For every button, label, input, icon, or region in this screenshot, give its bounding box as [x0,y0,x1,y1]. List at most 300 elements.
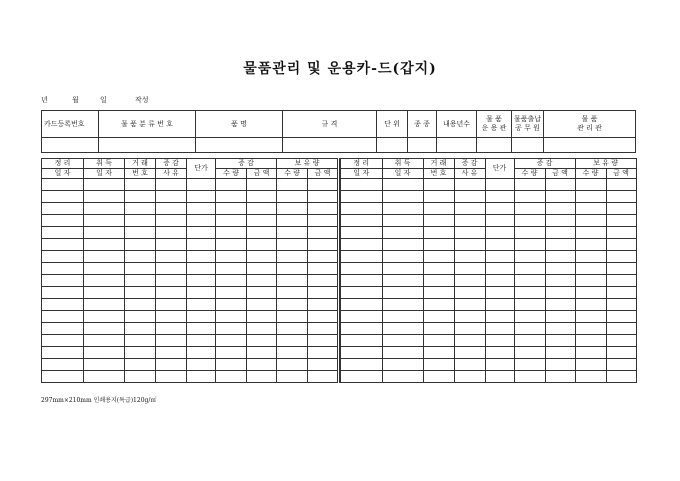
ledger-cell[interactable] [156,287,187,299]
ledger-cell[interactable] [545,179,575,191]
ledger-cell[interactable] [606,191,636,203]
ledger-cell[interactable] [216,299,247,311]
ledger-cell[interactable] [187,275,216,287]
ledger-cell[interactable] [382,371,423,383]
ledger-cell[interactable] [125,371,156,383]
ledger-cell[interactable] [277,215,308,227]
ledger-cell[interactable] [277,239,308,251]
ledger-cell[interactable] [340,287,382,299]
ledger-cell[interactable] [485,287,514,299]
ledger-cell[interactable] [545,347,575,359]
ledger-cell[interactable] [125,263,156,275]
ledger-cell[interactable] [247,323,277,335]
ledger-cell[interactable] [454,227,485,239]
ledger-cell[interactable] [84,275,125,287]
ledger-cell[interactable] [514,335,545,347]
ledger-cell[interactable] [308,275,338,287]
ledger-cell[interactable] [125,239,156,251]
ledger-cell[interactable] [340,311,382,323]
ledger-cell[interactable] [42,179,84,191]
ledger-cell[interactable] [514,323,545,335]
ledger-cell[interactable] [454,203,485,215]
ledger-cell[interactable] [606,371,636,383]
ledger-cell[interactable] [156,215,187,227]
ledger-cell[interactable] [308,215,338,227]
ledger-cell[interactable] [308,203,338,215]
ledger-cell[interactable] [84,227,125,239]
ledger-cell[interactable] [575,179,606,191]
ledger-cell[interactable] [606,311,636,323]
ledger-cell[interactable] [606,299,636,311]
ledger-cell[interactable] [485,227,514,239]
ledger-cell[interactable] [84,191,125,203]
ledger-cell[interactable] [485,203,514,215]
ledger-cell[interactable] [545,263,575,275]
ledger-cell[interactable] [575,227,606,239]
ledger-cell[interactable] [545,251,575,263]
ledger-cell[interactable] [156,359,187,371]
ledger-cell[interactable] [187,263,216,275]
ledger-cell[interactable] [247,263,277,275]
ledger-cell[interactable] [514,203,545,215]
ledger-cell[interactable] [606,323,636,335]
ledger-cell[interactable] [216,179,247,191]
ledger-cell[interactable] [606,263,636,275]
ledger-cell[interactable] [545,275,575,287]
ledger-cell[interactable] [247,227,277,239]
ledger-cell[interactable] [454,347,485,359]
ledger-cell[interactable] [156,347,187,359]
ledger-cell[interactable] [454,299,485,311]
ledger-cell[interactable] [84,299,125,311]
ledger-cell[interactable] [156,191,187,203]
ledger-cell[interactable] [42,191,84,203]
ledger-cell[interactable] [216,335,247,347]
ledger-cell[interactable] [247,203,277,215]
ledger-cell[interactable] [216,371,247,383]
ledger-cell[interactable] [125,347,156,359]
ledger-cell[interactable] [423,335,454,347]
ledger-cell[interactable] [216,323,247,335]
ledger-cell[interactable] [485,215,514,227]
ledger-cell[interactable] [84,287,125,299]
ledger-cell[interactable] [277,227,308,239]
ledger-cell[interactable] [340,275,382,287]
ledger-cell[interactable] [125,323,156,335]
ledger-cell[interactable] [247,299,277,311]
ledger-cell[interactable] [423,191,454,203]
ledger-cell[interactable] [125,335,156,347]
ledger-cell[interactable] [423,287,454,299]
ledger-cell[interactable] [42,371,84,383]
ledger-cell[interactable] [308,371,338,383]
ledger-cell[interactable] [216,275,247,287]
ledger-cell[interactable] [308,227,338,239]
ledger-cell[interactable] [187,371,216,383]
ledger-cell[interactable] [247,215,277,227]
ledger-cell[interactable] [382,275,423,287]
ledger-cell[interactable] [42,299,84,311]
ledger-cell[interactable] [42,251,84,263]
ledger-cell[interactable] [423,179,454,191]
ledger-cell[interactable] [606,347,636,359]
ledger-cell[interactable] [156,311,187,323]
ledger-cell[interactable] [382,335,423,347]
ledger-cell[interactable] [187,227,216,239]
ledger-cell[interactable] [156,299,187,311]
ledger-cell[interactable] [423,359,454,371]
ledger-cell[interactable] [423,203,454,215]
ledger-cell[interactable] [277,263,308,275]
ledger-cell[interactable] [545,311,575,323]
ledger-cell[interactable] [187,311,216,323]
ledger-cell[interactable] [545,359,575,371]
ledger-cell[interactable] [606,275,636,287]
ledger-cell[interactable] [84,371,125,383]
ledger-cell[interactable] [125,359,156,371]
ledger-cell[interactable] [125,251,156,263]
ledger-cell[interactable] [606,215,636,227]
ledger-cell[interactable] [454,311,485,323]
ledger-cell[interactable] [247,371,277,383]
ledger-cell[interactable] [575,347,606,359]
ledger-cell[interactable] [156,263,187,275]
ledger-cell[interactable] [216,251,247,263]
ledger-cell[interactable] [606,203,636,215]
ledger-cell[interactable] [340,203,382,215]
ledger-cell[interactable] [545,239,575,251]
ledger-cell[interactable] [575,287,606,299]
ledger-cell[interactable] [156,323,187,335]
ledger-cell[interactable] [247,179,277,191]
ledger-cell[interactable] [545,203,575,215]
card-reg-no-cell[interactable] [42,138,99,153]
ledger-cell[interactable] [42,263,84,275]
ledger-cell[interactable] [156,179,187,191]
ledger-cell[interactable] [485,359,514,371]
ledger-cell[interactable] [308,287,338,299]
ledger-cell[interactable] [216,263,247,275]
ledger-cell[interactable] [187,239,216,251]
ledger-cell[interactable] [156,239,187,251]
ledger-cell[interactable] [382,299,423,311]
ledger-cell[interactable] [545,371,575,383]
ledger-cell[interactable] [575,203,606,215]
item-name-cell[interactable] [196,138,283,153]
ledger-cell[interactable] [423,227,454,239]
ledger-cell[interactable] [42,275,84,287]
ledger-cell[interactable] [216,191,247,203]
ledger-cell[interactable] [187,299,216,311]
ledger-cell[interactable] [423,371,454,383]
ledger-cell[interactable] [575,323,606,335]
ledger-cell[interactable] [485,347,514,359]
ledger-cell[interactable] [156,227,187,239]
issuer-cell[interactable] [512,138,544,153]
ledger-cell[interactable] [575,251,606,263]
ledger-cell[interactable] [308,323,338,335]
ledger-cell[interactable] [485,335,514,347]
ledger-cell[interactable] [216,347,247,359]
ledger-cell[interactable] [277,371,308,383]
ledger-cell[interactable] [454,239,485,251]
spec-cell[interactable] [283,138,377,153]
ledger-cell[interactable] [514,179,545,191]
ledger-cell[interactable] [187,251,216,263]
ledger-cell[interactable] [42,227,84,239]
ledger-cell[interactable] [423,215,454,227]
ledger-cell[interactable] [454,179,485,191]
prop-manager-cell[interactable] [544,138,636,153]
ledger-cell[interactable] [187,323,216,335]
ledger-cell[interactable] [187,191,216,203]
ledger-cell[interactable] [156,203,187,215]
ledger-cell[interactable] [308,239,338,251]
ledger-cell[interactable] [308,179,338,191]
ledger-cell[interactable] [423,275,454,287]
ledger-cell[interactable] [423,239,454,251]
ledger-cell[interactable] [187,215,216,227]
ledger-cell[interactable] [42,335,84,347]
ledger-cell[interactable] [575,263,606,275]
ledger-cell[interactable] [575,371,606,383]
ledger-cell[interactable] [485,311,514,323]
ledger-cell[interactable] [485,251,514,263]
ledger-cell[interactable] [545,287,575,299]
ledger-cell[interactable] [187,179,216,191]
ledger-cell[interactable] [423,263,454,275]
ledger-cell[interactable] [42,239,84,251]
ledger-cell[interactable] [514,251,545,263]
ledger-cell[interactable] [42,311,84,323]
ledger-cell[interactable] [247,239,277,251]
ledger-cell[interactable] [423,311,454,323]
ledger-cell[interactable] [247,335,277,347]
ledger-cell[interactable] [247,287,277,299]
ledger-cell[interactable] [606,227,636,239]
ledger-cell[interactable] [340,347,382,359]
ledger-cell[interactable] [247,251,277,263]
ledger-cell[interactable] [514,287,545,299]
ledger-cell[interactable] [514,263,545,275]
ledger-cell[interactable] [277,323,308,335]
ledger-cell[interactable] [156,251,187,263]
ledger-cell[interactable] [340,263,382,275]
ledger-cell[interactable] [216,227,247,239]
ledger-cell[interactable] [308,299,338,311]
ledger-cell[interactable] [382,359,423,371]
ledger-cell[interactable] [187,335,216,347]
ledger-cell[interactable] [84,263,125,275]
ledger-cell[interactable] [485,179,514,191]
ledger-cell[interactable] [340,335,382,347]
op-manager-cell[interactable] [477,138,512,153]
ledger-cell[interactable] [485,275,514,287]
ledger-cell[interactable] [247,347,277,359]
ledger-cell[interactable] [277,359,308,371]
ledger-cell[interactable] [216,203,247,215]
ledger-cell[interactable] [125,311,156,323]
ledger-cell[interactable] [575,215,606,227]
ledger-cell[interactable] [514,347,545,359]
unit-cell[interactable] [377,138,408,153]
ledger-cell[interactable] [187,347,216,359]
ledger-cell[interactable] [340,359,382,371]
ledger-cell[interactable] [308,191,338,203]
ledger-cell[interactable] [575,359,606,371]
ledger-cell[interactable] [485,323,514,335]
ledger-cell[interactable] [277,275,308,287]
ledger-cell[interactable] [575,335,606,347]
ledger-cell[interactable] [125,179,156,191]
ledger-cell[interactable] [84,311,125,323]
ledger-cell[interactable] [514,275,545,287]
ledger-cell[interactable] [485,299,514,311]
ledger-cell[interactable] [84,203,125,215]
ledger-cell[interactable] [340,215,382,227]
ledger-cell[interactable] [308,335,338,347]
ledger-cell[interactable] [42,347,84,359]
ledger-cell[interactable] [156,275,187,287]
ledger-cell[interactable] [575,191,606,203]
ledger-cell[interactable] [277,299,308,311]
ledger-cell[interactable] [340,371,382,383]
ledger-cell[interactable] [277,203,308,215]
ledger-cell[interactable] [247,359,277,371]
ledger-cell[interactable] [277,287,308,299]
ledger-cell[interactable] [382,227,423,239]
class-no-cell[interactable] [99,138,196,153]
ledger-cell[interactable] [382,215,423,227]
ledger-cell[interactable] [187,359,216,371]
ledger-cell[interactable] [454,371,485,383]
ledger-cell[interactable] [575,239,606,251]
ledger-cell[interactable] [514,239,545,251]
ledger-cell[interactable] [308,347,338,359]
ledger-cell[interactable] [545,215,575,227]
ledger-cell[interactable] [606,239,636,251]
ledger-cell[interactable] [606,287,636,299]
ledger-cell[interactable] [575,275,606,287]
ledger-cell[interactable] [514,215,545,227]
ledger-cell[interactable] [187,203,216,215]
ledger-cell[interactable] [606,335,636,347]
ledger-cell[interactable] [382,203,423,215]
ledger-cell[interactable] [454,275,485,287]
ledger-cell[interactable] [340,323,382,335]
ledger-cell[interactable] [606,179,636,191]
ledger-cell[interactable] [423,347,454,359]
ledger-cell[interactable] [454,359,485,371]
ledger-cell[interactable] [514,227,545,239]
ledger-cell[interactable] [84,335,125,347]
ledger-cell[interactable] [216,215,247,227]
ledger-cell[interactable] [277,179,308,191]
ledger-cell[interactable] [42,203,84,215]
ledger-cell[interactable] [545,227,575,239]
ledger-cell[interactable] [485,191,514,203]
ledger-cell[interactable] [382,323,423,335]
ledger-cell[interactable] [277,191,308,203]
ledger-cell[interactable] [340,251,382,263]
ledger-cell[interactable] [485,239,514,251]
ledger-cell[interactable] [514,191,545,203]
ledger-cell[interactable] [156,371,187,383]
ledger-cell[interactable] [545,335,575,347]
ledger-cell[interactable] [125,191,156,203]
ledger-cell[interactable] [247,275,277,287]
ledger-cell[interactable] [606,359,636,371]
ledger-cell[interactable] [545,323,575,335]
ledger-cell[interactable] [84,323,125,335]
ledger-cell[interactable] [308,263,338,275]
ledger-cell[interactable] [308,311,338,323]
ledger-cell[interactable] [216,239,247,251]
ledger-cell[interactable] [125,203,156,215]
ledger-cell[interactable] [575,299,606,311]
ledger-cell[interactable] [382,239,423,251]
ledger-cell[interactable] [247,311,277,323]
ledger-cell[interactable] [308,251,338,263]
ledger-cell[interactable] [84,347,125,359]
ledger-cell[interactable] [545,299,575,311]
ledger-cell[interactable] [125,299,156,311]
ledger-cell[interactable] [84,251,125,263]
ledger-cell[interactable] [423,299,454,311]
ledger-cell[interactable] [340,227,382,239]
ledger-cell[interactable] [514,299,545,311]
ledger-cell[interactable] [382,347,423,359]
ledger-cell[interactable] [454,215,485,227]
ledger-cell[interactable] [454,263,485,275]
ledger-cell[interactable] [42,287,84,299]
ledger-cell[interactable] [125,227,156,239]
ledger-cell[interactable] [575,311,606,323]
ledger-cell[interactable] [42,323,84,335]
ledger-cell[interactable] [277,251,308,263]
ledger-cell[interactable] [382,251,423,263]
ledger-cell[interactable] [156,335,187,347]
kind-cell[interactable] [408,138,437,153]
ledger-cell[interactable] [247,191,277,203]
ledger-cell[interactable] [454,287,485,299]
ledger-cell[interactable] [216,359,247,371]
ledger-cell[interactable] [485,263,514,275]
ledger-cell[interactable] [382,287,423,299]
ledger-cell[interactable] [454,191,485,203]
ledger-cell[interactable] [340,191,382,203]
useful-life-cell[interactable] [437,138,477,153]
ledger-cell[interactable] [125,275,156,287]
ledger-cell[interactable] [454,323,485,335]
ledger-cell[interactable] [340,299,382,311]
ledger-cell[interactable] [382,179,423,191]
ledger-cell[interactable] [125,215,156,227]
ledger-cell[interactable] [340,179,382,191]
ledger-cell[interactable] [423,323,454,335]
ledger-cell[interactable] [277,335,308,347]
ledger-cell[interactable] [84,215,125,227]
ledger-cell[interactable] [42,359,84,371]
ledger-cell[interactable] [382,263,423,275]
ledger-cell[interactable] [277,347,308,359]
ledger-cell[interactable] [514,311,545,323]
ledger-cell[interactable] [514,359,545,371]
ledger-cell[interactable] [308,359,338,371]
ledger-cell[interactable] [216,311,247,323]
ledger-cell[interactable] [382,311,423,323]
ledger-cell[interactable] [125,287,156,299]
